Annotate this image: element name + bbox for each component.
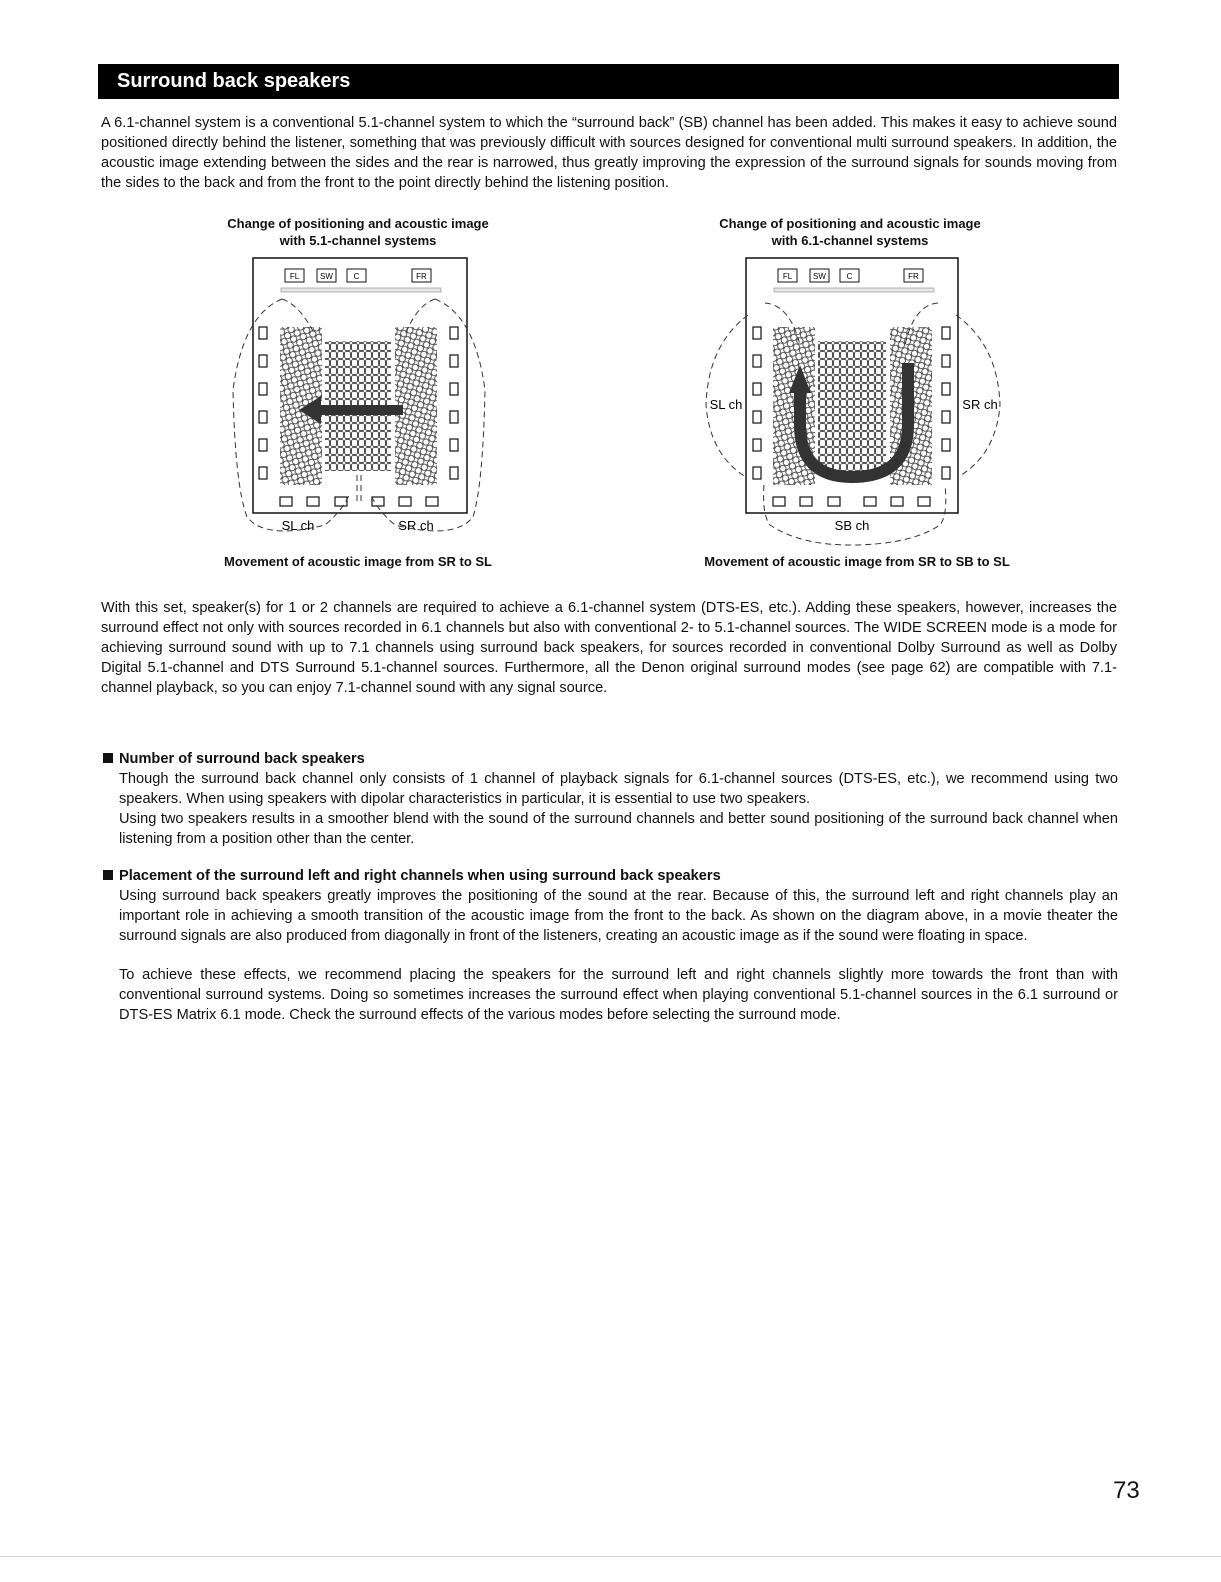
left-caption-line1: Change of positioning and acoustic image (227, 216, 489, 231)
section-body-placement-2: To achieve these effects, we recommend placing the speakers for the surround left and right channels slightly more towards the front than with conventional surround systems. Doing so sometimes increases the surround effect when playing conventional 5.1-channel sources in the 6.1 surround or DTS-ES Matrix 6.1 mode. Check the surround effects of the various modes before selecting the surround mode. (119, 967, 1118, 1023)
front-label-c: C (353, 272, 360, 281)
intro-paragraph: A 6.1-channel system is a conventional 5.1-channel system to which the “surround back” (SB) channel has been added. This makes it easy to achieve sound positioned directly behind the listener, something that was previously difficult with sources designed for conventional multi surround speakers. In addition, the acoustic image extending between the sides and the rear is narrowed, thus greatly improving the expression of the surround signals for sounds moving from the sides to the back and from the front to the point directly behind the listening position. (101, 115, 1117, 191)
section-body-number-2: Using two speakers results in a smoother blend with the sound of the surround channels and better sound positioning of the surround back channel when listening from a position other than the center. (119, 811, 1118, 847)
section-heading-text: Number of surround back speakers (119, 751, 365, 767)
bullet-square-icon (103, 870, 113, 880)
section-heading-placement (103, 866, 1113, 886)
left-diagram-caption-bottom: Movement of acoustic image from SR to SL (224, 554, 492, 569)
right-caption-line1: Change of positioning and acoustic image (719, 216, 981, 231)
front-label-c: C (846, 272, 853, 281)
front-label-fr: FR (908, 272, 919, 281)
right-diagram-caption-bottom: Movement of acoustic image from SR to SB to SL (704, 554, 1010, 569)
footer-rule (0, 1556, 1221, 1557)
section-body-number: Though the surround back channel only consists of 1 channel of playback signals for 6.1-channel sources (DTS-ES, etc.), we recommend using two speakers. When using speakers with dipolar characteristics in particular, it is essential to use two speakers. (119, 771, 1118, 807)
screen (281, 288, 441, 292)
right-caption-line2: with 6.1-channel systems (771, 233, 929, 248)
label-sr-ch: SR ch (962, 397, 998, 412)
section-title-bar (98, 64, 1119, 99)
label-sl-ch: SL ch (709, 397, 743, 412)
left-caption-line2: with 5.1-channel systems (279, 233, 437, 248)
front-label-sw: SW (813, 272, 826, 281)
bullet-square-icon (103, 753, 113, 763)
body-paragraph: With this set, speaker(s) for 1 or 2 channels are required to achieve a 6.1-channel system (DTS-ES, etc.). Adding these speakers, however, increases the surround effect not only with sources recorded in 6.1 channels but also with conventional 2- to 5.1-channel sources. The WIDE SCREEN mode is a mode for achieving surround sound with up to 7.1 channels using surround back speakers, for sources recorded in conventional Dolby Surround as well as Dolby Digital 5.1-channel and DTS Surround 5.1-channel sources. Furthermore, all the Denon original surround modes (see page 62) are compatible with 7.1-channel playback, so you can enjoy 7.1-channel sound with any signal source. (101, 600, 1117, 696)
front-label-sw: SW (320, 272, 333, 281)
section-heading-text: Placement of the surround left and right channels when using surround back speakers (119, 868, 721, 884)
label-sl-ch: SL ch (281, 518, 315, 533)
front-label-fl: FL (289, 272, 300, 281)
right-diagram-caption-top (690, 215, 1010, 249)
label-sr-ch: SR ch (398, 518, 434, 533)
page-number: 73 (1113, 1477, 1140, 1504)
section-body-placement: Using surround back speakers greatly improves the positioning of the sound at the rear. Because of this, the surround left and right channels play an important role in achieving a smooth transition of the acoustic image from the front to the back. As shown on the diagram above, in a movie theater the surround signals are also produced from diagonally in front of the listeners, creating an acoustic image as if the sound were floating in space. (119, 888, 1118, 944)
front-label-fr: FR (416, 272, 427, 281)
right-seating-diagram (700, 255, 1010, 550)
left-seating-diagram (225, 255, 495, 550)
label-sb-ch: SB ch (834, 518, 870, 533)
front-label-fl: FL (782, 272, 793, 281)
section-title: Surround back speakers (117, 70, 351, 92)
screen (774, 288, 934, 292)
section-heading-number (103, 749, 1113, 769)
left-diagram-caption-top (198, 215, 518, 249)
